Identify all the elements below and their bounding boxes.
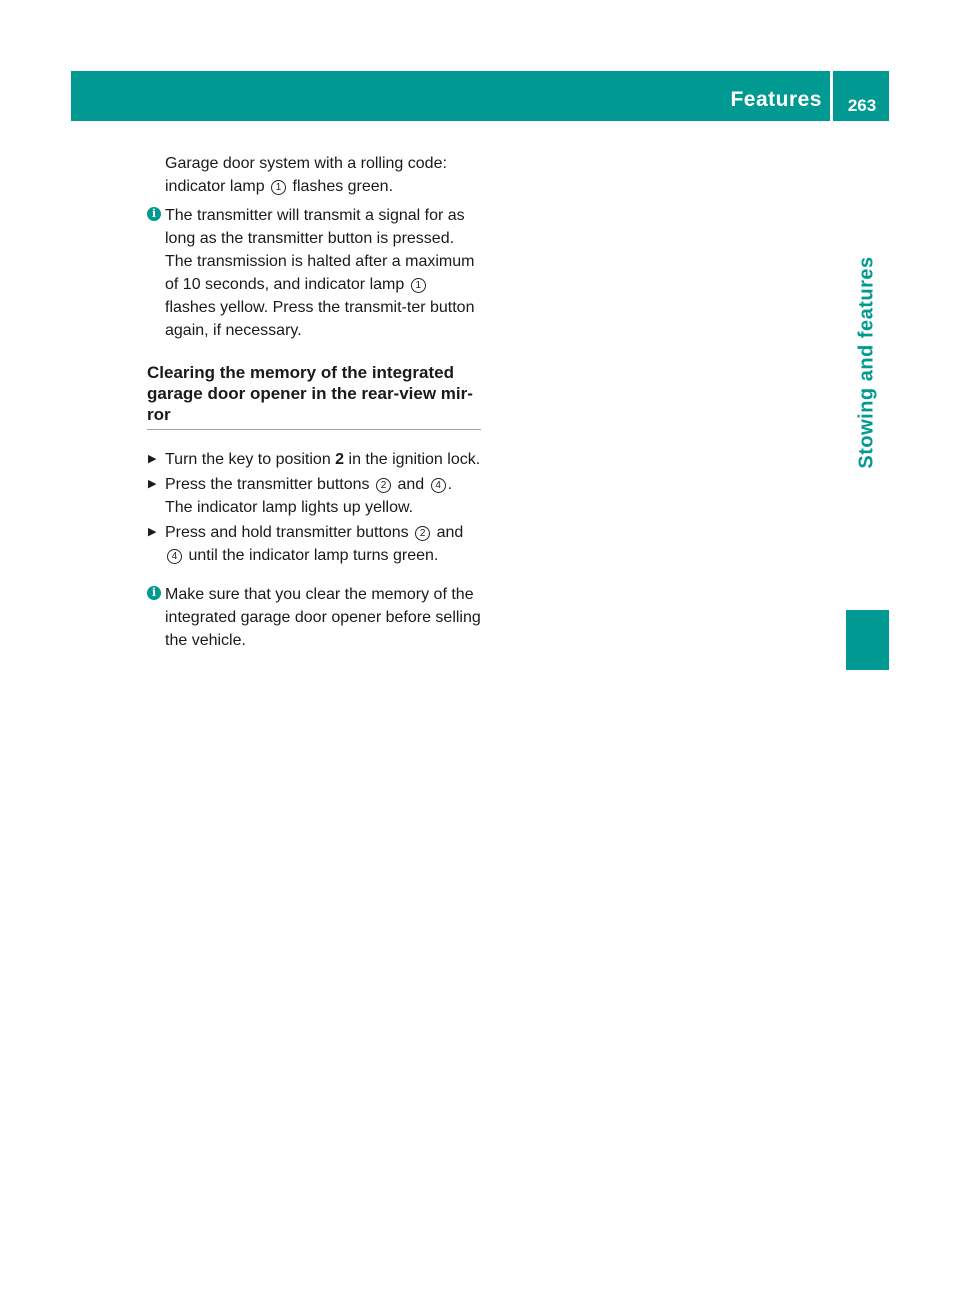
note-text: Make sure that you clear the memory of the integrated garage door opener before selling the vehicle.: [165, 586, 481, 649]
info-icon: i: [147, 586, 161, 600]
info-note: [147, 204, 481, 342]
rolling-code-paragraph: [147, 152, 481, 198]
step-text: Press the transmitter buttons: [165, 476, 370, 493]
info-note: [147, 583, 481, 652]
header-divider: [830, 71, 833, 121]
arrow-right-icon: ▶: [148, 453, 157, 465]
step-item: [147, 448, 481, 471]
section-heading: Clearing the memory of the integrated garage door opener in the rear-view mir-ror: [147, 362, 481, 430]
instruction-steps: [147, 448, 481, 567]
step-text-and: and: [397, 476, 425, 493]
step-result: The indicator lamp lights up yellow.: [165, 499, 414, 516]
marker-1-icon: 1: [271, 180, 286, 195]
side-tab-block: [846, 610, 889, 670]
step-text: Turn the key to position: [165, 451, 331, 468]
arrow-right-icon: ▶: [148, 478, 157, 490]
side-tab: [846, 122, 889, 602]
note-text-end: flashes yellow. Press the transmit-ter button again, if necessary.: [165, 299, 475, 339]
marker-4-icon: 4: [431, 478, 446, 493]
step-item: [147, 473, 481, 519]
info-icon: i: [147, 207, 161, 221]
step-text-end: in the ignition lock.: [348, 451, 481, 468]
step-text-and: and: [436, 524, 464, 541]
marker-2-icon: 2: [376, 478, 391, 493]
rolling-code-text-lamp: indicator lamp: [165, 178, 265, 195]
step-text-end: until the indicator lamp turns green.: [188, 547, 439, 564]
section-title: Features: [730, 88, 822, 111]
main-content: [147, 152, 481, 652]
step-position: 2: [335, 451, 345, 468]
marker-1-icon: 1: [411, 278, 426, 293]
arrow-right-icon: ▶: [148, 526, 157, 538]
rolling-code-text-end: flashes green.: [292, 178, 394, 195]
rolling-code-text: Garage door system with a rolling code:: [165, 155, 447, 172]
marker-4-icon: 4: [167, 549, 182, 564]
step-text: Press and hold transmitter buttons: [165, 524, 409, 541]
side-tab-label: Stowing and features: [856, 255, 878, 469]
note-text: The transmitter will transmit a signal for as long as the transmitter button is pressed. The transmission is halted after a maximum of 10 seconds, and indicator lamp: [165, 207, 475, 293]
step-text-end: .: [447, 476, 453, 493]
marker-2-icon: 2: [415, 526, 430, 541]
step-item: [147, 521, 481, 567]
page-number: 263: [847, 96, 877, 115]
